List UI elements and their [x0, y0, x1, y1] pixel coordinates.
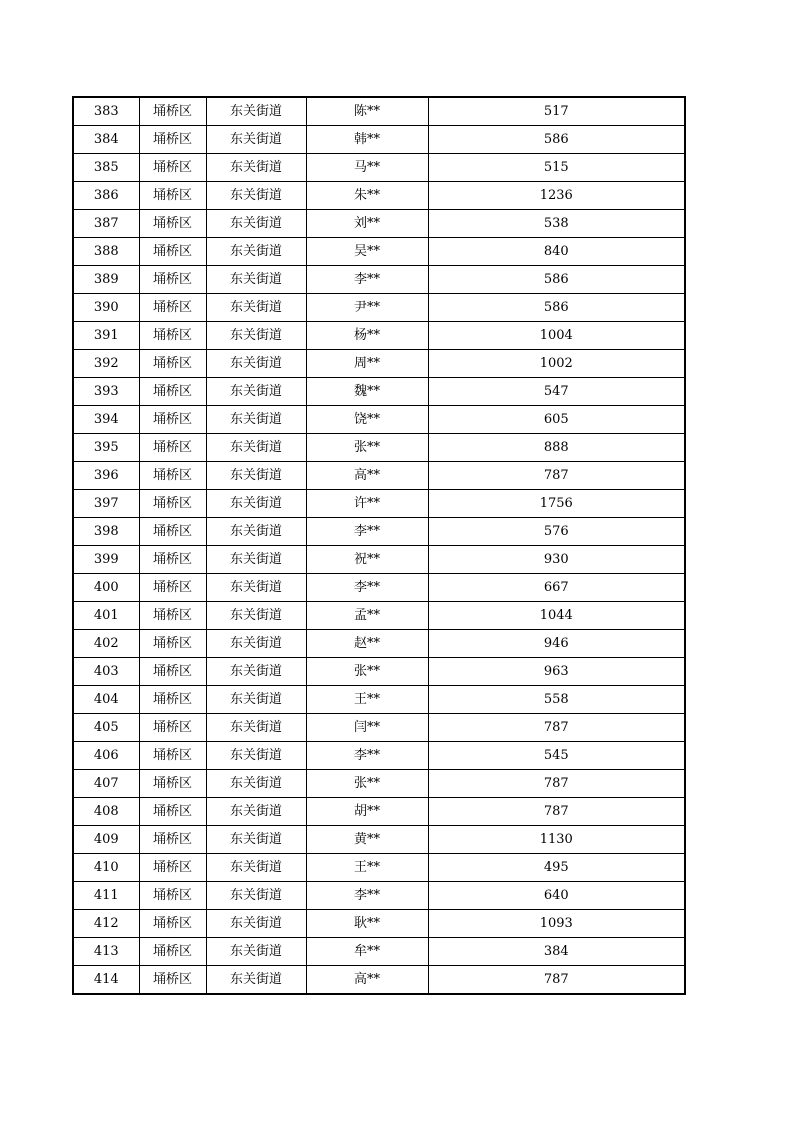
- cell-name: 陈**: [306, 97, 428, 126]
- cell-amount: 930: [428, 546, 685, 574]
- cell-name: 牟**: [306, 938, 428, 966]
- cell-amount: 946: [428, 630, 685, 658]
- cell-number: 384: [73, 126, 139, 154]
- table-row: [73, 938, 685, 966]
- cell-number: 403: [73, 658, 139, 686]
- cell-name: 张**: [306, 658, 428, 686]
- table-row: [73, 686, 685, 714]
- cell-name: 闫**: [306, 714, 428, 742]
- cell-amount: 888: [428, 434, 685, 462]
- cell-amount: 1093: [428, 910, 685, 938]
- cell-district: 埇桥区: [139, 322, 206, 350]
- table-row: [73, 434, 685, 462]
- cell-district: 埇桥区: [139, 154, 206, 182]
- cell-district: 埇桥区: [139, 546, 206, 574]
- cell-amount: 586: [428, 266, 685, 294]
- cell-name: 周**: [306, 350, 428, 378]
- cell-amount: 840: [428, 238, 685, 266]
- cell-street: 东关街道: [206, 714, 306, 742]
- cell-amount: 605: [428, 406, 685, 434]
- cell-street: 东关街道: [206, 882, 306, 910]
- cell-number: 393: [73, 378, 139, 406]
- cell-street: 东关街道: [206, 238, 306, 266]
- cell-number: 398: [73, 518, 139, 546]
- cell-number: 386: [73, 182, 139, 210]
- cell-amount: 963: [428, 658, 685, 686]
- table-row: [73, 294, 685, 322]
- cell-district: 埇桥区: [139, 798, 206, 826]
- cell-number: 414: [73, 966, 139, 995]
- cell-amount: 547: [428, 378, 685, 406]
- cell-number: 396: [73, 462, 139, 490]
- cell-district: 埇桥区: [139, 826, 206, 854]
- cell-district: 埇桥区: [139, 490, 206, 518]
- cell-number: 392: [73, 350, 139, 378]
- cell-street: 东关街道: [206, 350, 306, 378]
- table-row: [73, 518, 685, 546]
- cell-amount: 1756: [428, 490, 685, 518]
- cell-amount: 515: [428, 154, 685, 182]
- table-row: [73, 266, 685, 294]
- table-body: [73, 97, 685, 994]
- cell-street: 东关街道: [206, 490, 306, 518]
- cell-district: 埇桥区: [139, 97, 206, 126]
- cell-number: 394: [73, 406, 139, 434]
- cell-street: 东关街道: [206, 574, 306, 602]
- cell-street: 东关街道: [206, 546, 306, 574]
- cell-name: 韩**: [306, 126, 428, 154]
- cell-name: 孟**: [306, 602, 428, 630]
- cell-number: 385: [73, 154, 139, 182]
- cell-street: 东关街道: [206, 126, 306, 154]
- cell-street: 东关街道: [206, 462, 306, 490]
- cell-amount: 1044: [428, 602, 685, 630]
- cell-street: 东关街道: [206, 938, 306, 966]
- cell-amount: 1002: [428, 350, 685, 378]
- cell-name: 黄**: [306, 826, 428, 854]
- cell-amount: 558: [428, 686, 685, 714]
- cell-district: 埇桥区: [139, 518, 206, 546]
- cell-district: 埇桥区: [139, 378, 206, 406]
- cell-amount: 667: [428, 574, 685, 602]
- cell-number: 408: [73, 798, 139, 826]
- cell-amount: 517: [428, 97, 685, 126]
- cell-street: 东关街道: [206, 406, 306, 434]
- cell-district: 埇桥区: [139, 210, 206, 238]
- cell-street: 东关街道: [206, 294, 306, 322]
- table-row: [73, 154, 685, 182]
- cell-name: 杨**: [306, 322, 428, 350]
- cell-district: 埇桥区: [139, 350, 206, 378]
- cell-number: 410: [73, 854, 139, 882]
- table-row: [73, 126, 685, 154]
- table-row: [73, 602, 685, 630]
- cell-street: 东关街道: [206, 742, 306, 770]
- table-row: [73, 826, 685, 854]
- cell-amount: 586: [428, 126, 685, 154]
- cell-name: 李**: [306, 882, 428, 910]
- cell-number: 407: [73, 770, 139, 798]
- cell-name: 马**: [306, 154, 428, 182]
- cell-street: 东关街道: [206, 966, 306, 995]
- cell-amount: 787: [428, 714, 685, 742]
- table-row: [73, 742, 685, 770]
- cell-amount: 495: [428, 854, 685, 882]
- cell-street: 东关街道: [206, 518, 306, 546]
- cell-name: 李**: [306, 742, 428, 770]
- cell-name: 高**: [306, 966, 428, 995]
- cell-district: 埇桥区: [139, 714, 206, 742]
- cell-name: 李**: [306, 518, 428, 546]
- table-row: [73, 406, 685, 434]
- table-row: [73, 182, 685, 210]
- cell-number: 397: [73, 490, 139, 518]
- cell-district: 埇桥区: [139, 854, 206, 882]
- cell-street: 东关街道: [206, 686, 306, 714]
- cell-amount: 576: [428, 518, 685, 546]
- cell-name: 朱**: [306, 182, 428, 210]
- cell-number: 406: [73, 742, 139, 770]
- cell-name: 王**: [306, 854, 428, 882]
- cell-number: 383: [73, 97, 139, 126]
- cell-amount: 1236: [428, 182, 685, 210]
- cell-name: 魏**: [306, 378, 428, 406]
- table-row: [73, 97, 685, 126]
- cell-name: 吴**: [306, 238, 428, 266]
- cell-number: 390: [73, 294, 139, 322]
- data-table: [72, 96, 686, 995]
- table-row: [73, 714, 685, 742]
- cell-street: 东关街道: [206, 630, 306, 658]
- cell-number: 402: [73, 630, 139, 658]
- cell-street: 东关街道: [206, 602, 306, 630]
- table-row: [73, 350, 685, 378]
- cell-district: 埇桥区: [139, 938, 206, 966]
- table-row: [73, 462, 685, 490]
- cell-street: 东关街道: [206, 322, 306, 350]
- cell-number: 405: [73, 714, 139, 742]
- cell-amount: 384: [428, 938, 685, 966]
- cell-number: 400: [73, 574, 139, 602]
- cell-amount: 787: [428, 966, 685, 995]
- cell-district: 埇桥区: [139, 126, 206, 154]
- cell-name: 祝**: [306, 546, 428, 574]
- cell-street: 东关街道: [206, 210, 306, 238]
- cell-amount: 538: [428, 210, 685, 238]
- cell-street: 东关街道: [206, 770, 306, 798]
- table-row: [73, 546, 685, 574]
- cell-number: 389: [73, 266, 139, 294]
- cell-name: 李**: [306, 266, 428, 294]
- cell-district: 埇桥区: [139, 658, 206, 686]
- cell-number: 404: [73, 686, 139, 714]
- cell-number: 409: [73, 826, 139, 854]
- table-row: [73, 490, 685, 518]
- cell-number: 413: [73, 938, 139, 966]
- cell-amount: 1130: [428, 826, 685, 854]
- cell-street: 东关街道: [206, 798, 306, 826]
- cell-name: 王**: [306, 686, 428, 714]
- cell-name: 张**: [306, 434, 428, 462]
- cell-district: 埇桥区: [139, 266, 206, 294]
- cell-name: 高**: [306, 462, 428, 490]
- cell-amount: 787: [428, 462, 685, 490]
- cell-name: 赵**: [306, 630, 428, 658]
- table-row: [73, 658, 685, 686]
- cell-number: 391: [73, 322, 139, 350]
- cell-name: 刘**: [306, 210, 428, 238]
- cell-district: 埇桥区: [139, 238, 206, 266]
- cell-district: 埇桥区: [139, 294, 206, 322]
- cell-street: 东关街道: [206, 154, 306, 182]
- cell-street: 东关街道: [206, 854, 306, 882]
- cell-amount: 545: [428, 742, 685, 770]
- cell-name: 饶**: [306, 406, 428, 434]
- cell-district: 埇桥区: [139, 574, 206, 602]
- cell-street: 东关街道: [206, 434, 306, 462]
- table-row: [73, 966, 685, 995]
- cell-district: 埇桥区: [139, 910, 206, 938]
- cell-amount: 640: [428, 882, 685, 910]
- cell-district: 埇桥区: [139, 462, 206, 490]
- cell-number: 387: [73, 210, 139, 238]
- cell-district: 埇桥区: [139, 882, 206, 910]
- table-row: [73, 882, 685, 910]
- cell-number: 388: [73, 238, 139, 266]
- cell-amount: 787: [428, 798, 685, 826]
- table-row: [73, 854, 685, 882]
- cell-number: 395: [73, 434, 139, 462]
- cell-district: 埇桥区: [139, 602, 206, 630]
- cell-name: 许**: [306, 490, 428, 518]
- table-row: [73, 630, 685, 658]
- cell-district: 埇桥区: [139, 434, 206, 462]
- table-row: [73, 798, 685, 826]
- cell-district: 埇桥区: [139, 770, 206, 798]
- cell-number: 401: [73, 602, 139, 630]
- table-row: [73, 322, 685, 350]
- table-row: [73, 238, 685, 266]
- cell-street: 东关街道: [206, 182, 306, 210]
- cell-street: 东关街道: [206, 378, 306, 406]
- cell-amount: 586: [428, 294, 685, 322]
- cell-street: 东关街道: [206, 658, 306, 686]
- cell-number: 411: [73, 882, 139, 910]
- cell-name: 尹**: [306, 294, 428, 322]
- cell-name: 耿**: [306, 910, 428, 938]
- table-row: [73, 210, 685, 238]
- table-row: [73, 910, 685, 938]
- cell-district: 埇桥区: [139, 686, 206, 714]
- cell-district: 埇桥区: [139, 630, 206, 658]
- cell-number: 399: [73, 546, 139, 574]
- cell-amount: 787: [428, 770, 685, 798]
- cell-name: 张**: [306, 770, 428, 798]
- cell-street: 东关街道: [206, 266, 306, 294]
- cell-district: 埇桥区: [139, 742, 206, 770]
- cell-district: 埇桥区: [139, 182, 206, 210]
- cell-street: 东关街道: [206, 910, 306, 938]
- table-row: [73, 770, 685, 798]
- cell-name: 李**: [306, 574, 428, 602]
- cell-street: 东关街道: [206, 97, 306, 126]
- cell-name: 胡**: [306, 798, 428, 826]
- table-row: [73, 378, 685, 406]
- cell-street: 东关街道: [206, 826, 306, 854]
- table-row: [73, 574, 685, 602]
- cell-amount: 1004: [428, 322, 685, 350]
- cell-number: 412: [73, 910, 139, 938]
- cell-district: 埇桥区: [139, 406, 206, 434]
- cell-district: 埇桥区: [139, 966, 206, 995]
